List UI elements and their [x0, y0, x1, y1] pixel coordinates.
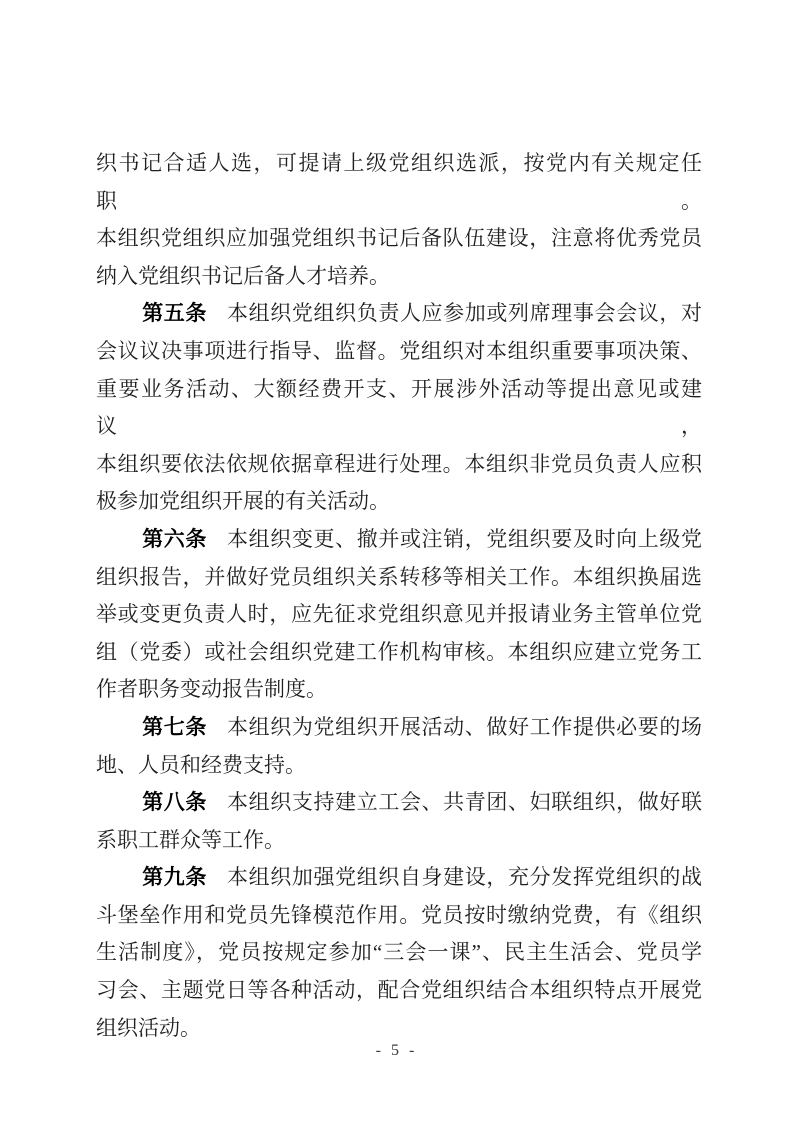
- text-line: [96, 747, 702, 785]
- article-5: [96, 295, 702, 521]
- text-line: [96, 859, 702, 897]
- line-text: 生活制度》，党员按规定参加“三会一课”、民主生活会、党员学: [96, 940, 702, 965]
- text-line: [96, 972, 702, 1010]
- line-text: 组织报告，并做好党员组织关系转移等相关工作。本组织换届选: [96, 564, 702, 589]
- article-9: [96, 859, 702, 1047]
- text-line: [96, 897, 702, 935]
- text-line: [96, 521, 702, 559]
- line-text: 作者职务变动报告制度。: [96, 677, 327, 702]
- article-number: 第七条: [142, 715, 208, 739]
- article-6: [96, 521, 702, 709]
- line-text: 组（党委）或社会组织党建工作机构审核。本组织应建立党务工: [96, 639, 702, 664]
- line-text: 组织活动。: [96, 1015, 201, 1040]
- line-text: 织书记合适人选，可提请上级党组织选派，按党内有关规定任职。: [96, 151, 702, 213]
- text-line: [96, 258, 702, 296]
- line-text: 举或变更负责人时，应先征求党组织意见并报请业务主管单位党: [96, 602, 702, 627]
- text-line: [96, 709, 702, 747]
- document-body: [96, 145, 702, 1047]
- line-text: 本组织党组织应加强党组织书记后备队伍建设，注意将优秀党员: [96, 226, 702, 251]
- line-text: 本组织变更、撤并或注销，党组织要及时向上级党: [226, 526, 702, 551]
- text-line: [96, 559, 702, 597]
- page-footer: [0, 1040, 793, 1062]
- line-text: 会议议决事项进行指导、监督。党组织对本组织重要事项决策、: [96, 338, 702, 363]
- line-text: 本组织党组织负责人应参加或列席理事会会议，对: [226, 301, 702, 326]
- text-line: [96, 596, 702, 634]
- text-line: [96, 483, 702, 521]
- line-text: 斗堡垒作用和党员先锋模范作用。党员按时缴纳党费，有《组织: [96, 902, 702, 927]
- article-number: 第五条: [142, 302, 208, 326]
- article-number: 第九条: [142, 866, 208, 890]
- text-line: [96, 145, 702, 220]
- line-text: 重要业务活动、大额经费开支、开展涉外活动等提出意见或建议，: [96, 376, 702, 439]
- line-text: 极参加党组织开展的有关活动。: [96, 489, 390, 514]
- text-line: [96, 371, 702, 446]
- line-text: 纳入党组织书记后备人才培养。: [96, 263, 390, 288]
- article-7: [96, 709, 702, 784]
- text-line: [96, 934, 702, 972]
- article-number: 第八条: [142, 791, 208, 815]
- text-line: [96, 822, 702, 860]
- text-line: [96, 333, 702, 371]
- text-line: [96, 446, 702, 484]
- line-text: 本组织加强党组织自身建设，充分发挥党组织的战: [226, 865, 702, 890]
- article-8: [96, 784, 702, 859]
- text-line: [96, 220, 702, 258]
- line-text: 本组织为党组织开展活动、做好工作提供必要的场: [226, 714, 702, 739]
- page-number: - 5 -: [375, 1042, 418, 1059]
- text-line: [96, 295, 702, 333]
- text-line: [96, 634, 702, 672]
- article-number: 第六条: [142, 527, 208, 551]
- line-text: 地、人员和经费支持。: [96, 752, 306, 777]
- text-line: [96, 671, 702, 709]
- article-4-continuation: [96, 145, 702, 295]
- line-text: 本组织要依法依规依据章程进行处理。本组织非党员负责人应积: [96, 451, 702, 476]
- line-text: 本组织支持建立工会、共青团、妇联组织，做好联: [226, 790, 702, 815]
- line-text: 习会、主题党日等各种活动，配合党组织结合本组织特点开展党: [96, 978, 702, 1003]
- line-text: 系职工群众等工作。: [96, 827, 285, 852]
- text-line: [96, 784, 702, 822]
